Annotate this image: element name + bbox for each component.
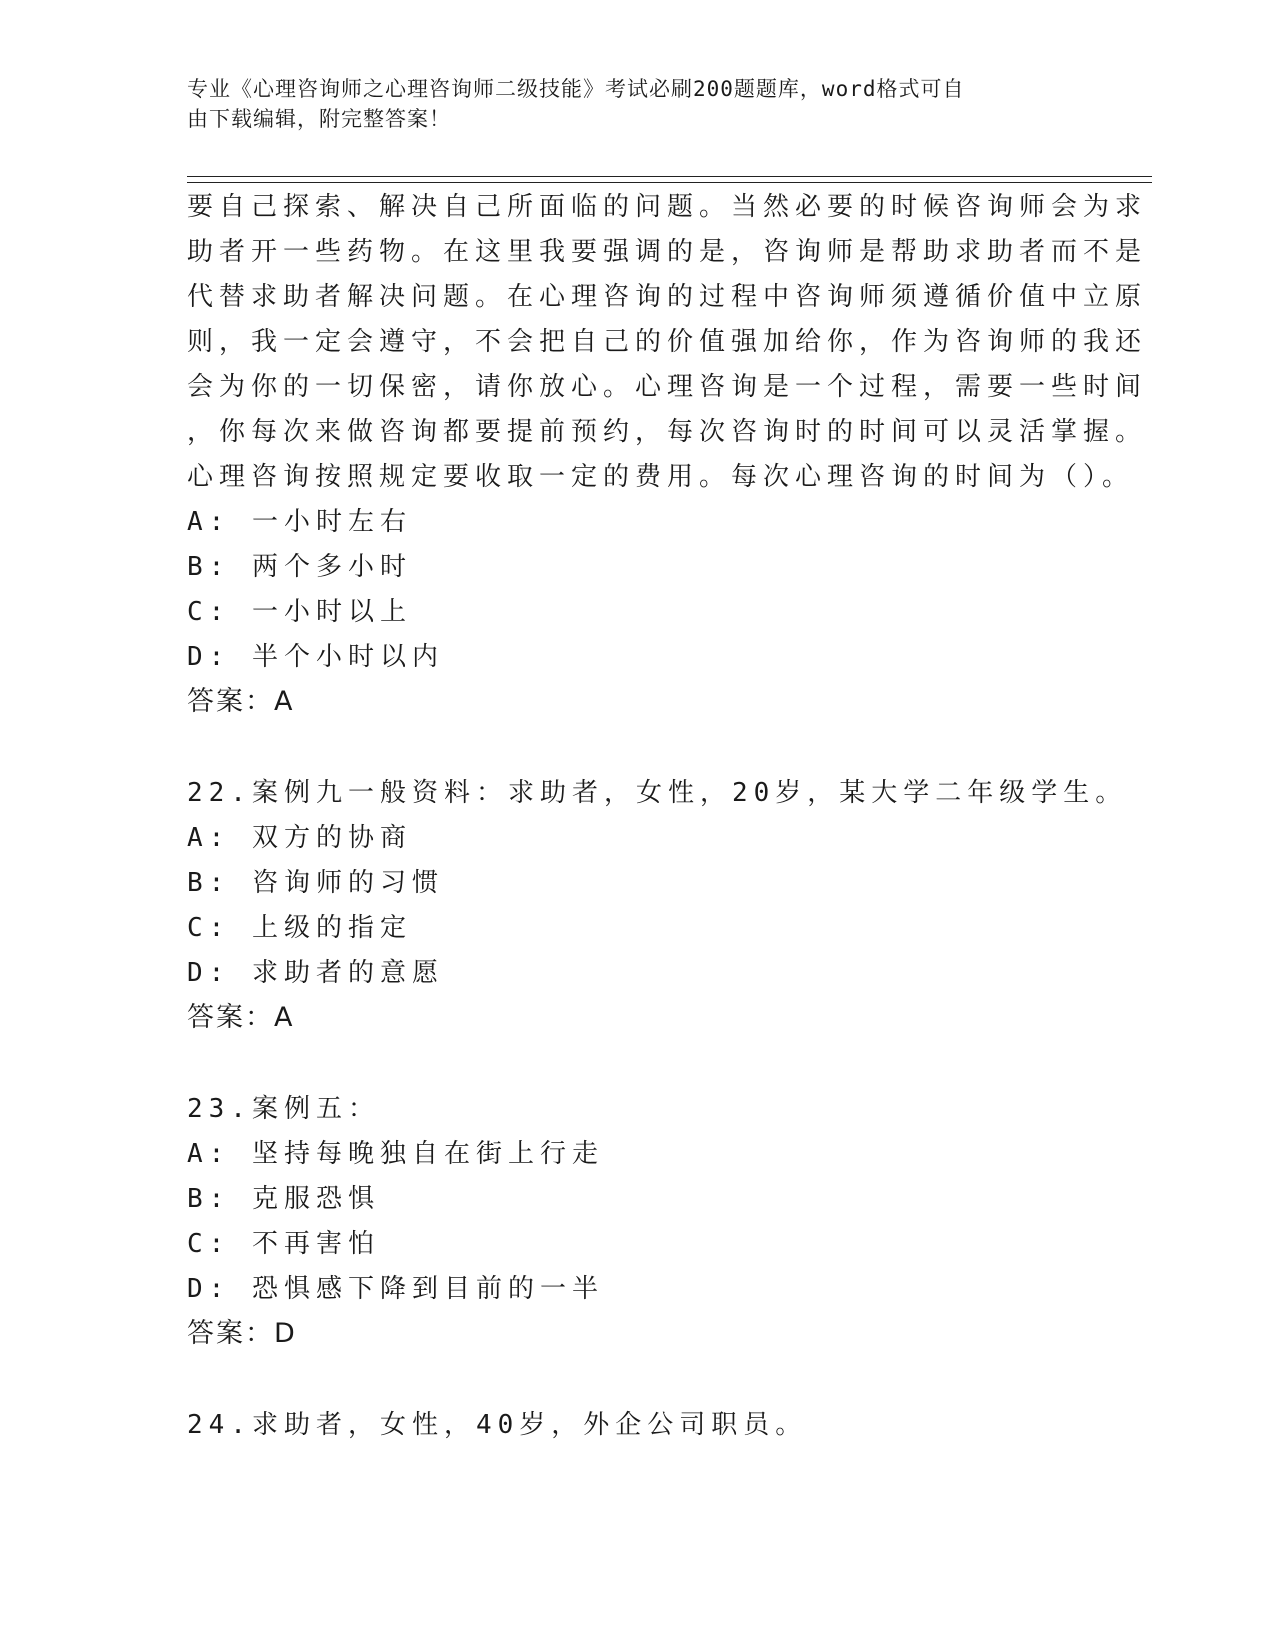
header-line-2: 由下载编辑，附完整答案！ — [187, 107, 451, 131]
q21-option-a: A: 一小时左右 — [187, 507, 412, 537]
q23-option-d: D: 恐惧感下降到目前的一半 — [187, 1274, 604, 1304]
passage-line: 助者开一些药物。在这里我要强调的是，咨询师是帮助求助者而不是 — [187, 237, 1148, 267]
q23-option-a: A: 坚持每晚独自在街上行走 — [187, 1139, 604, 1169]
q22-option-a: A: 双方的协商 — [187, 823, 412, 853]
q23-option-c: C: 不再害怕 — [187, 1229, 380, 1259]
q23-question: 23.案例五： — [187, 1094, 380, 1124]
q23-answer: 答案：D — [187, 1318, 297, 1349]
passage-line: 会为你的一切保密，请你放心。心理咨询是一个过程，需要一些时间 — [187, 372, 1148, 402]
q21-option-b: B: 两个多小时 — [187, 552, 412, 582]
q22-option-d: D: 求助者的意愿 — [187, 958, 444, 988]
q22-question: 22.案例九一般资料：求助者，女性，20岁，某大学二年级学生。 — [187, 778, 1128, 808]
q22-answer: 答案：A — [187, 1002, 295, 1033]
passage-line: 则，我一定会遵守，不会把自己的价值强加给你，作为咨询师的我还 — [187, 327, 1148, 357]
q24-question: 24.求助者，女性，40岁，外企公司职员。 — [187, 1410, 808, 1440]
passage-line: 心理咨询按照规定要收取一定的费用。每次心理咨询的时间为（）。 — [187, 462, 1135, 492]
q21-answer: 答案：A — [187, 686, 295, 717]
passage-line: ，你每次来做咨询都要提前预约，每次咨询时的时间可以灵活掌握。 — [187, 417, 1148, 447]
header-divider-top — [187, 176, 1152, 177]
header-divider-bottom — [187, 182, 1152, 183]
passage-line: 要自己探索、解决自己所面临的问题。当然必要的时候咨询师会为求 — [187, 192, 1148, 222]
q21-option-d: D: 半个小时以内 — [187, 642, 444, 672]
q23-option-b: B: 克服恐惧 — [187, 1184, 380, 1214]
q22-option-b: B: 咨询师的习惯 — [187, 868, 444, 898]
document-header — [187, 74, 1087, 134]
passage-line: 代替求助者解决问题。在心理咨询的过程中咨询师须遵循价值中立原 — [187, 282, 1148, 312]
q22-option-c: C: 上级的指定 — [187, 913, 412, 943]
q21-option-c: C: 一小时以上 — [187, 597, 412, 627]
header-line-1: 专业《心理咨询师之心理咨询师二级技能》考试必刷200题题库，word格式可自 — [187, 77, 965, 101]
